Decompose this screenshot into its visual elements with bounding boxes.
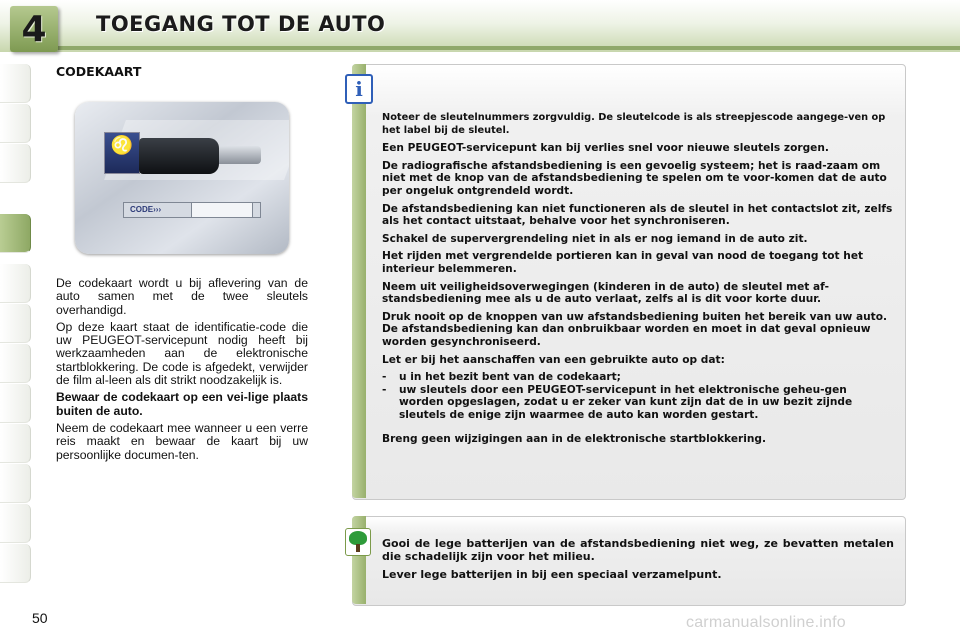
info-paragraph: Neem uit veiligheidsoverwegingen (kinderen in de auto) de sleutel met af-standsbediening mee als u de auto verlaat, zelfs al is dit voor korte duur. [382, 280, 830, 306]
side-tab[interactable] [0, 264, 31, 303]
header-rule [28, 46, 960, 50]
code-card-illustration [75, 102, 289, 254]
info-paragraph: Let er bij het aanschaffen van een gebruikte auto op dat: [382, 353, 725, 366]
side-tab[interactable] [0, 544, 31, 583]
eco-paragraph: Lever lege batterijen in bij een speciaal verzamelpunt. [382, 567, 722, 581]
list-item [382, 384, 894, 422]
watermark: carmanualsonline.info [686, 614, 846, 631]
tree-crown [349, 531, 367, 545]
info-paragraph: De radiografische afstandsbediening is een gevoelig systeem; het is raad-zaam om niet met de knop van de afstandsbediening te spelen om te voor-komen dat de auto per ongeluk ontgrendeld wordt. [382, 159, 887, 197]
side-tab[interactable] [0, 424, 31, 463]
card-code-label: CODE››› [123, 202, 261, 218]
list-item [382, 371, 894, 384]
tree-trunk [356, 544, 360, 552]
info-paragraph: Schakel de supervergrendeling niet in als er nog iemand in de auto zit. [382, 232, 808, 245]
chapter-badge [10, 6, 58, 52]
info-paragraph: Het rijden met vergrendelde portieren kan in geval van nood de toegang tot het interieur belemmeren. [382, 250, 864, 275]
list-item-text: uw sleutels door een PEUGEOT-servicepunt in het elektronische geheu-gen worden opgeslagen, zodat u er zeker van kunt zijn dat de in uw bezit zijnde sleutels de enige zijn waarmee de auto kan worden gestart. [399, 383, 853, 421]
left-paragraph-bold: Bewaar de codekaart op een vei-lige plaats buiten de auto. [56, 390, 308, 418]
info-paragraph: Druk nooit op de knoppen van uw afstandsbediening buiten het bereik van uw auto. De afstandsbediening kan dan onbruikbaar worden en moet in dat geval opnieuw worden gesynchroniseerd. [382, 310, 888, 348]
info-panel-text [382, 112, 894, 451]
side-tab[interactable] [0, 144, 31, 183]
side-tab[interactable] [0, 504, 31, 543]
dash-bullet: - [382, 383, 387, 396]
eco-panel-text [382, 537, 894, 585]
tree-icon [345, 528, 371, 556]
key-blade-icon [219, 146, 261, 164]
info-paragraph: Een PEUGEOT-servicepunt kan bij verlies snel voor nieuwe sleutels zorgen. [382, 142, 829, 155]
side-tab[interactable] [0, 304, 31, 343]
key-fob-icon [139, 138, 219, 174]
info-paragraph: Breng geen wijzigingen aan in de elektronische startblokkering. [382, 433, 767, 446]
left-paragraph: Neem de codekaart mee wanneer u een verre reis maakt en bewaar de kaart bij uw persoonlijke documen-ten. [56, 420, 308, 462]
dash-bullet: - [382, 371, 387, 384]
info-icon: i [345, 74, 373, 104]
card-code-cover [191, 202, 253, 218]
chapter-number: 4 [21, 8, 47, 50]
eco-paragraph: Gooi de lege batterijen van de afstandsbediening niet weg, ze bevatten metalen die schadelijk zijn voor het milieu. [382, 537, 894, 564]
left-paragraph: De codekaart wordt u bij aflevering van de auto samen met de twee sleutels overhandigd. [56, 276, 308, 317]
info-panel-stripe [352, 64, 366, 498]
side-tab[interactable] [0, 344, 31, 383]
side-tab-active[interactable] [0, 214, 31, 253]
info-paragraph: De afstandsbediening kan niet functioneren als de sleutel in het contactslot zit, zelfs als het contact uitstaat, behalve voor het synchroniseren. [382, 202, 893, 228]
side-tab[interactable] [0, 64, 31, 103]
left-body-text [56, 277, 308, 466]
page-number: 50 [32, 610, 48, 626]
chapter-title: TOEGANG TOT DE AUTO [96, 12, 386, 36]
info-paragraph: Noteer de sleutelnummers zorgvuldig. De sleutelcode is als streepjescode aangege-ven op het label bij de sleutel. [382, 112, 886, 136]
side-tab[interactable] [0, 464, 31, 503]
side-tab[interactable] [0, 384, 31, 423]
left-paragraph: Op deze kaart staat de identificatie-code die uw PEUGEOT-servicepunt nodig heeft bij werkzaamheden aan de elektronische startblokkering. De code is afgedekt, verwijder de film al-leen als dit strikt noodzakelijk is. [56, 319, 308, 388]
info-list [382, 371, 894, 421]
list-item-text: u in het bezit bent van de codekaart; [399, 371, 621, 384]
side-tab[interactable] [0, 104, 31, 143]
side-chapter-tabs [0, 64, 34, 574]
section-title: CODEKAART [56, 64, 142, 79]
peugeot-logo-icon: ♌ [104, 132, 140, 174]
